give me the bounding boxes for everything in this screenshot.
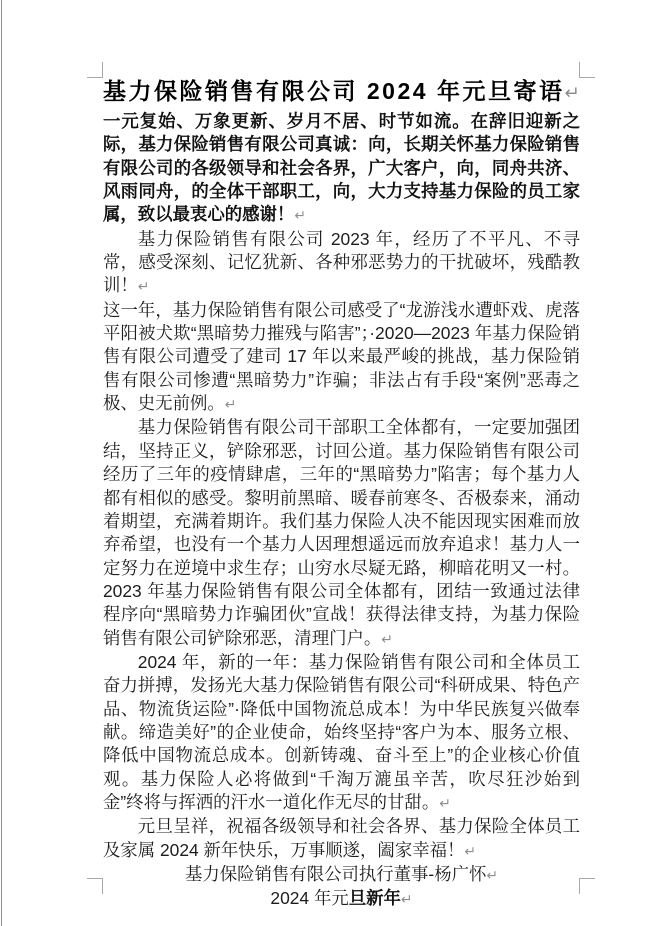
paragraph-text: 2024 年，新的一年：基力保险销售有限公司和全体员工奋力拼搏，发扬光大基力保险销售有限公司“科研成果、特色产品、物流货运险”·降低中国物流总成本！为中华民族复兴做奉献。缔造美好”的企业使命，始终坚持“客户为本、服务立根、降低中国物流总成本。创新铸魂、奋斗至上”的企业核心价值观。基力保险人必将做到“千淘万漉虽辛苦，吹尽狂沙始到金”终将与挥洒的汗水一道化作无尽的甘甜。: [103, 651, 580, 812]
line-break-mark-icon: ↵: [137, 278, 150, 295]
signature-text: 基力保险销售有限公司执行董事-杨广怀: [184, 864, 487, 884]
paragraph-text: 元旦呈祥，祝福各级领导和社会各界、基力保险全体员工及家属 2024 新年快乐，万事顺遂，阖家幸福！: [103, 816, 580, 860]
line-break-mark-icon: ↵: [294, 207, 306, 224]
line-break-mark-icon: ↵: [464, 842, 477, 859]
line-break-mark-icon: ↵: [564, 82, 580, 103]
paragraph-text: 基力保险销售有限公司干部职工全体都有，一定要加强团结，坚持正义，铲除邪恶，讨回公道。基力保险销售有限公司经历了三年的疫情肆虐，三年的“黑暗势力”陷害；每个基力人都有相似的感受。黎明前黑暗、暖春前寒冬、否极泰来，涌动着期望，充满着期许。我们基力保险人决不能因现实困难而放弃希望，也没有一个基力人因理想遥远而放弃追求！基力人一定努力在逆境中求生存；山穷水尽疑无路，柳暗花明又一村。2023 年基力保险销售有限公司全体都有，团结一致通过法律程序向“黑暗势力诈骗团伙”宣战！获得法律支持，为基力保险销售有限公司铲除邪恶，清理门户。: [103, 417, 580, 648]
line-break-mark-icon: ↵: [486, 867, 499, 883]
margin-crop-mark-top-right: [579, 62, 595, 78]
paragraph-2023-review: [103, 228, 580, 299]
paragraph-blessing: [103, 815, 580, 863]
line-break-mark-icon: ↵: [400, 891, 413, 908]
margin-crop-mark-bottom-right: [579, 878, 595, 894]
paragraph-text: 这一年，基力保险销售有限公司感受了“龙游浅水遭虾戏、虎落平阳被犬欺“黑暗势力摧残与陷害”；·2020—2023 年基力保险销售有限公司遭受了建司 17 年以来最严峻的挑战，基力保险销售有限公司惨遭“黑暗势力”诈骗；非法占有手段“案例”恶毒之极、史无前例。: [103, 299, 580, 414]
paragraph-this-year: [103, 299, 580, 417]
line-break-mark-icon: ↵: [439, 794, 451, 811]
date-line: [103, 887, 580, 911]
document-body: [103, 77, 580, 912]
page-left-edge: [1, 0, 2, 926]
date-line-regular: 2024 年元: [270, 888, 349, 909]
margin-crop-mark-bottom-left: [87, 878, 103, 894]
document-title-text: 基力保险销售有限公司 2024 年元旦寄语: [103, 78, 565, 104]
document-title: [103, 77, 580, 107]
signature-line: [103, 863, 580, 887]
paragraph-2024-outlook: [103, 651, 580, 815]
paragraph-text: 一元复始、万象更新、岁月不居、时节如流。在辞旧迎新之际，基力保险销售有限公司真诚：向，长期关怀基力保险销售有限公司的各级领导和社会各界，广大客户，向，同舟共济、风雨同舟，的全体干部职工，向，大力支持基力保险的员工家属，致以最衷心的感谢！: [103, 111, 580, 225]
line-break-mark-icon: ↵: [381, 630, 393, 647]
line-break-mark-icon: ↵: [224, 396, 237, 413]
paragraph-opening: [103, 110, 580, 228]
paragraph-staff-unity: [103, 416, 580, 650]
margin-crop-mark-top-left: [87, 62, 103, 78]
paragraph-text: 基力保险销售有限公司 2023 年，经历了不平凡、不寻常，感受深刻、记忆犹新、各种邪恶势力的干扰破坏，残酷教训！: [103, 228, 580, 296]
date-line-bold: 旦新年: [348, 888, 401, 909]
